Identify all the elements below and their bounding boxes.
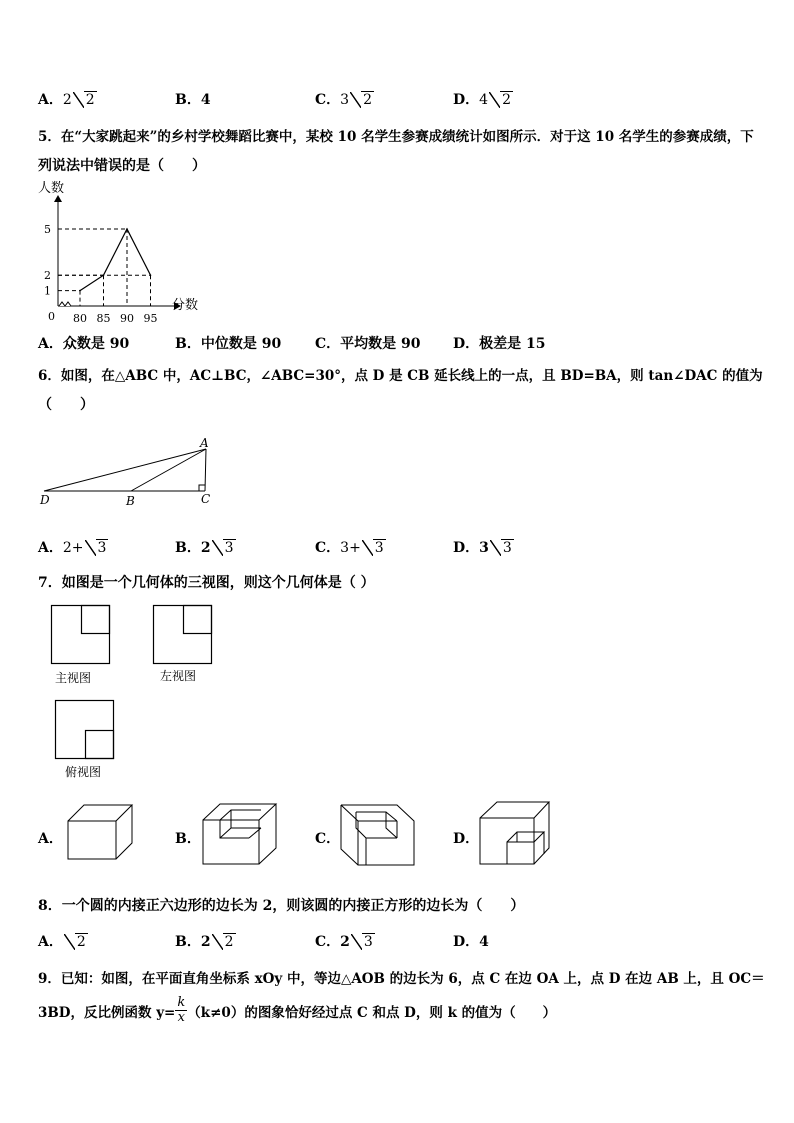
q7-stem-line1: 7．如图是一个几何体的三视图，则这个几何体是（ ） (38, 575, 375, 591)
y-axis-label: 人数 (38, 181, 65, 196)
q7-option-b-letter: B． (175, 831, 201, 847)
q4-option-c: C．3 2 (315, 92, 372, 108)
x-axis-label: 分数 (172, 298, 199, 313)
q5-option-a: A．众数是 90 (38, 336, 130, 352)
q4-option-b: B．4 (175, 92, 211, 108)
q5-stem-line1: 5．在“大家跳起来”的乡村学校舞蹈比赛中，某校 10 名学生参赛成绩统计如图所示．对于这 10 名学生的参赛成绩，下 (38, 129, 754, 145)
data-point (150, 274, 152, 276)
line-ac (205, 449, 206, 491)
label-c: C (201, 492, 211, 506)
left-view-label: 左视图 (160, 669, 197, 683)
q5-line-chart (30, 178, 210, 328)
q5-option-d: D．极差是 15 (453, 336, 546, 352)
q8-option-b: B．2 2 (175, 934, 234, 950)
q6-option-c: C．3+ 3 (315, 540, 384, 556)
q5-option-c: C．平均数是 90 (315, 336, 421, 352)
q8-option-d: D．4 (453, 934, 489, 950)
q8-option-a: A． 2 (38, 934, 86, 950)
q9-stem-line1: 9．已知：如图，在平面直角坐标系 xOy 中，等边△AOB 的边长为 6，点 C 在边 OA 上，点 D 在边 AB 上，且 OC＝ (38, 971, 765, 987)
q7-option-d-solid (477, 800, 557, 868)
q6-stem-line1: 6．如图，在△ABC 中，AC⊥BC，∠ABC=30°，点 D 是 CB 延长线上的一点，且 BD=BA，则 tan∠DAC 的值为 (38, 368, 763, 384)
line-da (44, 449, 206, 491)
right-angle-mark (199, 485, 205, 491)
top-view-figure (54, 699, 118, 761)
data-point (79, 290, 81, 292)
q5-stem-line2: 列说法中错误的是（ ） (38, 158, 206, 174)
q6-option-b: B．2 3 (175, 540, 234, 556)
data-point (103, 274, 105, 276)
x-tick-label: 90 (120, 312, 134, 325)
label-b: B (126, 494, 135, 508)
x-tick-label: 85 (96, 312, 111, 325)
y-tick-label: 1 (44, 284, 51, 298)
front-view-label: 主视图 (55, 671, 92, 685)
q6-option-a: A．2+ 3 (38, 540, 107, 556)
top-view-label: 俯视图 (65, 765, 102, 779)
q9-stem-line2: 3BD，反比例函数 y= $\frac{k}{x}$ （k≠0）的图象恰好经过点 C 和点 D，则 k 的值为（ ） (38, 995, 557, 1025)
y-tick-label: 2 (44, 269, 51, 283)
origin-label: 0 (48, 310, 55, 323)
front-view-figure (50, 604, 114, 666)
q5-option-b: B．中位数是 90 (175, 336, 282, 352)
q4-option-d: D．4 2 (453, 92, 511, 108)
x-tick-label: 80 (73, 312, 87, 325)
q7-option-b-solid (200, 800, 280, 866)
y-tick-label: 5 (44, 223, 51, 236)
q6-option-d: D．3 3 (453, 540, 512, 556)
x-tick-label: 95 (143, 312, 158, 325)
q7-option-a-cube (64, 800, 136, 864)
line-ba (131, 449, 206, 491)
data-point (126, 228, 128, 230)
q4-option-a: A．2 2 (38, 92, 95, 108)
axis-break-mark (59, 302, 71, 306)
q8-stem-line1: 8．一个圆的内接正六边形的边长为 2，则该圆的内接正方形的边长为（ ） (38, 898, 525, 914)
k-over-x-fraction: $\frac{k}{x}$ (177, 995, 186, 1025)
left-view-figure (152, 604, 216, 666)
label-d: D (40, 493, 50, 507)
q6-triangle-figure (30, 432, 230, 512)
q7-option-a-letter: A． (38, 831, 63, 847)
data-line (80, 229, 151, 291)
q6-stem-line2: （ ） (38, 397, 94, 413)
q7-option-c-solid (338, 800, 418, 868)
q7-option-c-letter: C． (315, 831, 341, 847)
q8-option-c: C．2 3 (315, 934, 373, 950)
q7-option-d-letter: D． (453, 831, 480, 847)
label-a: A (200, 436, 209, 450)
